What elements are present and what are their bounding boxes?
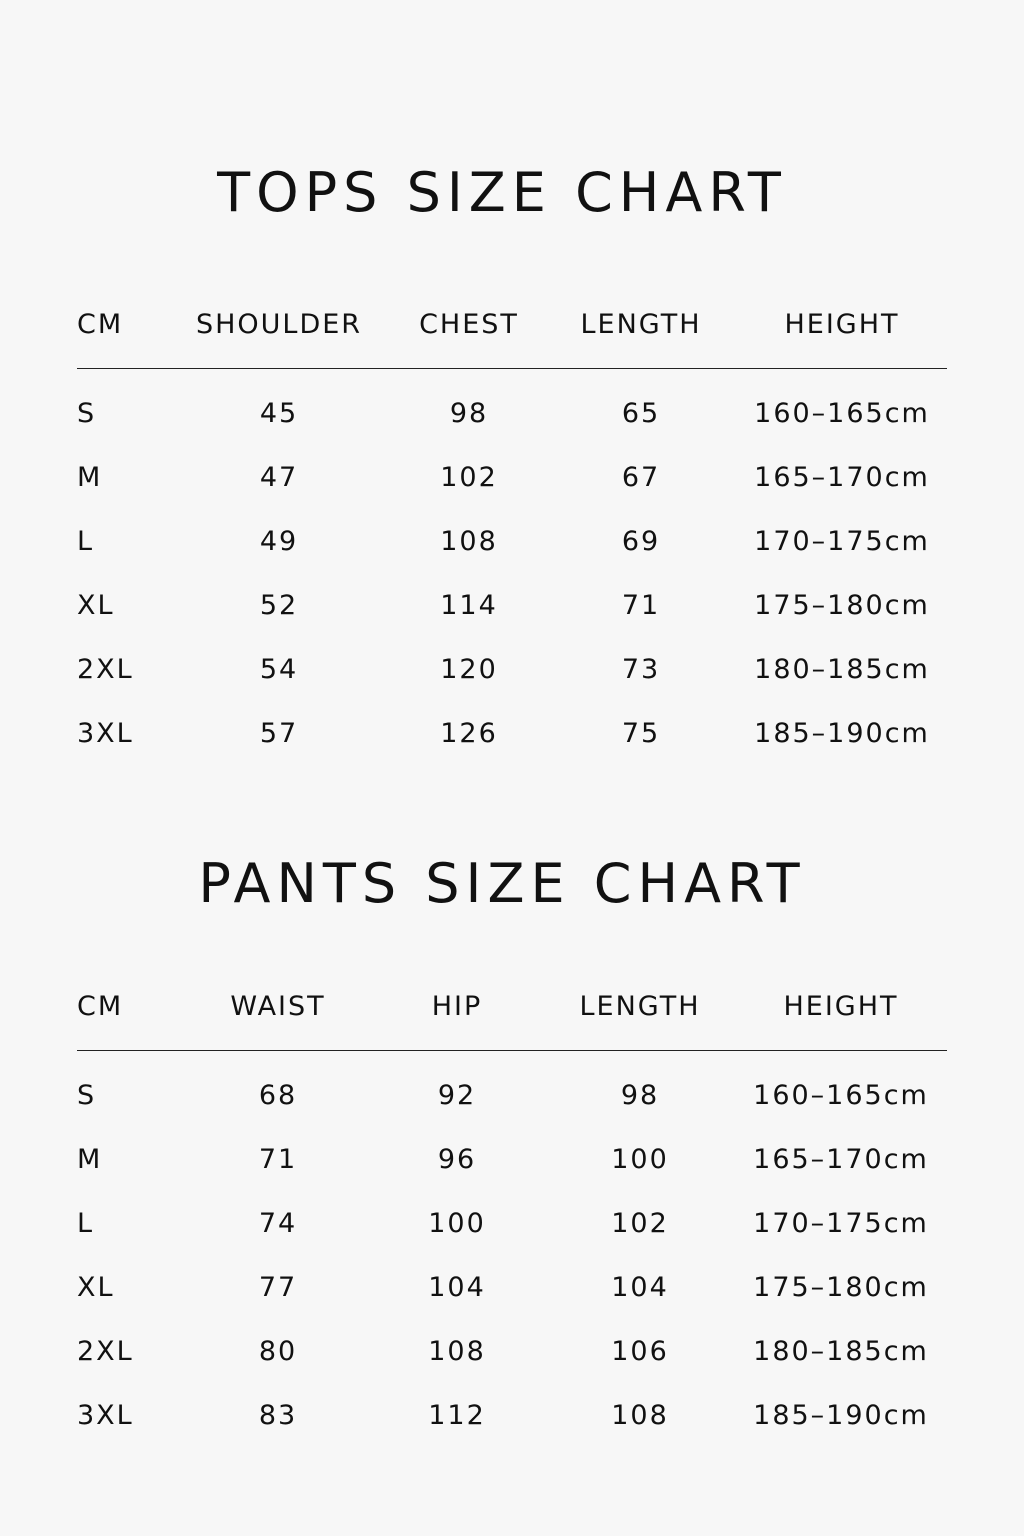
tops-size-chart-title: TOPS SIZE CHART: [217, 161, 787, 224]
length-cell: 67: [621, 462, 661, 493]
hip-cell: 104: [428, 1272, 486, 1303]
shoulder-cell: 57: [259, 718, 299, 749]
size-cell: 2XL: [77, 654, 134, 685]
pants-size-chart-title: PANTS SIZE CHART: [198, 852, 806, 915]
chest-cell: 114: [440, 590, 498, 621]
length-cell: 106: [611, 1336, 669, 1367]
size-cell: 3XL: [77, 718, 134, 749]
length-cell: 98: [620, 1080, 660, 1111]
tops-header-chest: CHEST: [419, 309, 519, 340]
chest-cell: 120: [440, 654, 498, 685]
tops-row-3xl: [77, 715, 947, 779]
hip-cell: 96: [437, 1144, 477, 1175]
pants-header-waist: WAIST: [230, 991, 326, 1022]
length-cell: 75: [621, 718, 661, 749]
size-cell: M: [77, 462, 103, 493]
tops-row-s: [77, 395, 947, 459]
hip-cell: 100: [428, 1208, 486, 1239]
tops-header-height: HEIGHT: [784, 309, 900, 340]
waist-cell: 80: [258, 1336, 298, 1367]
height-cell: 185–190cm: [754, 718, 930, 749]
pants-header-cm: CM: [77, 991, 124, 1022]
pants-row-2xl: [77, 1333, 947, 1397]
size-cell: M: [77, 1144, 103, 1175]
height-cell: 175–180cm: [754, 590, 930, 621]
size-cell: S: [77, 1080, 97, 1111]
tops-row-2xl: [77, 651, 947, 715]
height-cell: 165–170cm: [754, 462, 930, 493]
tops-header-length: LENGTH: [580, 309, 702, 340]
waist-cell: 74: [258, 1208, 298, 1239]
pants-header-length: LENGTH: [579, 991, 701, 1022]
length-cell: 100: [611, 1144, 669, 1175]
size-cell: XL: [77, 590, 115, 621]
tops-row-m: [77, 459, 947, 523]
tops-header-row: [77, 306, 947, 369]
pants-header-hip: HIP: [431, 991, 483, 1022]
height-cell: 185–190cm: [753, 1400, 929, 1431]
size-cell: XL: [77, 1272, 115, 1303]
waist-cell: 83: [258, 1400, 298, 1431]
shoulder-cell: 49: [259, 526, 299, 557]
size-cell: 2XL: [77, 1336, 134, 1367]
pants-row-xl: [77, 1269, 947, 1333]
length-cell: 65: [621, 398, 661, 429]
height-cell: 160–165cm: [754, 398, 930, 429]
pants-header-row: [77, 988, 947, 1051]
height-cell: 180–185cm: [753, 1336, 929, 1367]
chest-cell: 98: [449, 398, 489, 429]
waist-cell: 71: [258, 1144, 298, 1175]
size-cell: 3XL: [77, 1400, 134, 1431]
height-cell: 175–180cm: [753, 1272, 929, 1303]
shoulder-cell: 47: [259, 462, 299, 493]
pants-row-m: [77, 1141, 947, 1205]
length-cell: 104: [611, 1272, 669, 1303]
size-cell: S: [77, 398, 97, 429]
shoulder-cell: 52: [259, 590, 299, 621]
pants-row-l: [77, 1205, 947, 1269]
pants-size-table: [77, 988, 947, 1461]
shoulder-cell: 54: [259, 654, 299, 685]
length-cell: 71: [621, 590, 661, 621]
hip-cell: 108: [428, 1336, 486, 1367]
shoulder-cell: 45: [259, 398, 299, 429]
height-cell: 170–175cm: [753, 1208, 929, 1239]
pants-header-height: HEIGHT: [783, 991, 899, 1022]
height-cell: 160–165cm: [753, 1080, 929, 1111]
tops-header-shoulder: SHOULDER: [195, 309, 363, 340]
waist-cell: 68: [258, 1080, 298, 1111]
waist-cell: 77: [258, 1272, 298, 1303]
length-cell: 108: [611, 1400, 669, 1431]
pants-row-s: [77, 1077, 947, 1141]
length-cell: 102: [611, 1208, 669, 1239]
hip-cell: 112: [428, 1400, 486, 1431]
length-cell: 69: [621, 526, 661, 557]
chest-cell: 102: [440, 462, 498, 493]
chest-cell: 108: [440, 526, 498, 557]
height-cell: 180–185cm: [754, 654, 930, 685]
size-cell: L: [77, 1208, 95, 1239]
height-cell: 165–170cm: [753, 1144, 929, 1175]
tops-header-cm: CM: [77, 309, 124, 340]
tops-row-l: [77, 523, 947, 587]
tops-row-xl: [77, 587, 947, 651]
height-cell: 170–175cm: [754, 526, 930, 557]
length-cell: 73: [621, 654, 661, 685]
size-cell: L: [77, 526, 95, 557]
tops-size-table: [77, 306, 947, 779]
chest-cell: 126: [440, 718, 498, 749]
pants-row-3xl: [77, 1397, 947, 1461]
hip-cell: 92: [437, 1080, 477, 1111]
